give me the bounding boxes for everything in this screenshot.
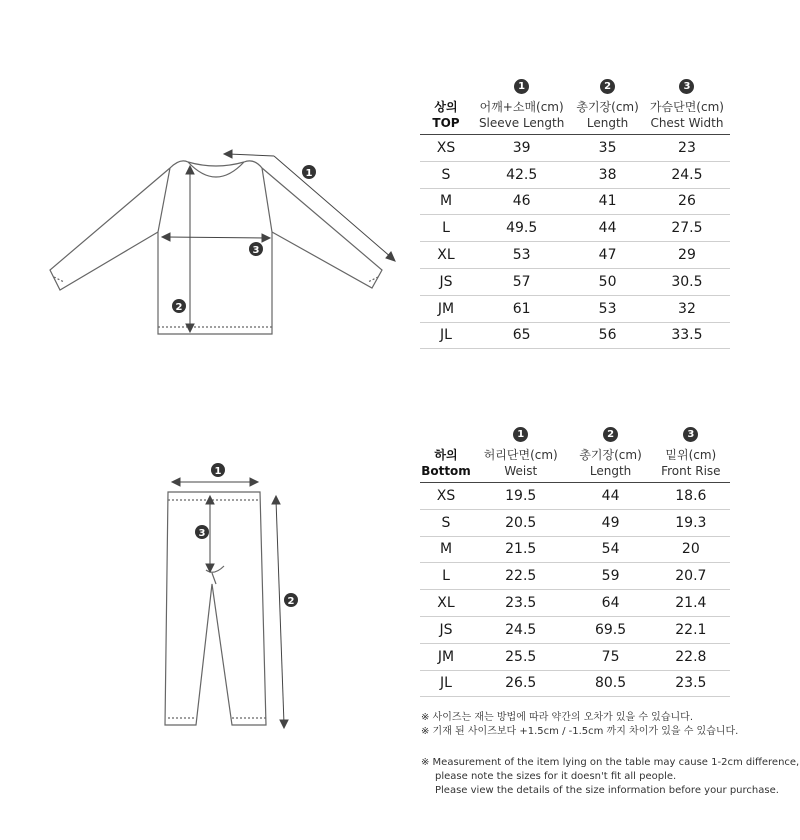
top-shirt-illustration xyxy=(40,140,410,350)
column-header: 가슴단면(cm) Chest Width xyxy=(649,100,724,130)
table-row: M 21.5 54 20 xyxy=(420,536,730,563)
notes-korean xyxy=(421,711,738,739)
table-row: JL 65 56 33.5 xyxy=(420,322,730,349)
marker-2-icon xyxy=(172,299,186,313)
column-number-icon: 1 xyxy=(513,427,528,442)
marker-2-icon xyxy=(284,593,298,607)
top-size-table xyxy=(420,74,730,349)
marker-1-icon xyxy=(302,165,316,179)
table-row: L 49.5 44 27.5 xyxy=(420,215,730,242)
note-line: ※ 기재 된 사이즈보다 +1.5cm / -1.5cm 까지 차이가 있을 수 있습니다. xyxy=(421,726,739,737)
table-header xyxy=(420,444,730,483)
column-number-icon: 3 xyxy=(679,79,694,94)
table-row: JS 24.5 69.5 22.1 xyxy=(420,616,730,643)
svg-text:3: 3 xyxy=(252,245,260,256)
table-row: L 22.5 59 20.7 xyxy=(420,563,730,590)
svg-text:3: 3 xyxy=(198,528,206,539)
marker-3-icon xyxy=(249,242,263,256)
table-row: JM 61 53 32 xyxy=(420,295,730,322)
table-header xyxy=(420,96,730,135)
note-line: ※ Measurement of the item lying on the table may cause 1-2cm difference, xyxy=(421,757,800,768)
column-number-icon: 2 xyxy=(603,427,618,442)
table-row: XL 53 47 29 xyxy=(420,242,730,269)
note-line: please note the sizes for it doesn't fit all people. xyxy=(435,771,677,782)
table-row: JM 25.5 75 22.8 xyxy=(420,643,730,670)
table-row: XL 23.5 64 21.4 xyxy=(420,590,730,617)
notes-english xyxy=(421,756,799,798)
column-header: 밑위(cm) Front Rise xyxy=(661,448,721,478)
svg-text:1: 1 xyxy=(305,168,313,179)
marker-3-icon xyxy=(195,525,209,539)
bottom-pants-illustration xyxy=(150,460,310,735)
table-row: JS 57 50 30.5 xyxy=(420,268,730,295)
table-row: M 46 41 26 xyxy=(420,188,730,215)
table-row: S 20.5 49 19.3 xyxy=(420,509,730,536)
svg-text:2: 2 xyxy=(175,302,183,313)
column-number-icon: 1 xyxy=(514,79,529,94)
svg-text:1: 1 xyxy=(214,466,222,477)
table-row: JL 26.5 80.5 23.5 xyxy=(420,670,730,697)
svg-text:2: 2 xyxy=(287,596,295,607)
table-row: S 42.5 38 24.5 xyxy=(420,161,730,188)
column-header: 총기장(cm) Length xyxy=(576,100,639,130)
column-number-icon: 3 xyxy=(683,427,698,442)
table-row: XS 19.5 44 18.6 xyxy=(420,483,730,510)
note-line: ※ 사이즈는 재는 방법에 따라 약간의 오차가 있을 수 있습니다. xyxy=(421,712,694,723)
bottom-size-table xyxy=(420,422,730,697)
table-row: XS 39 35 23 xyxy=(420,135,730,162)
category-label: 상의 TOP xyxy=(432,100,460,130)
column-header: 허리단면(cm) Weist xyxy=(483,448,558,478)
note-line: Please view the details of the size information before your purchase. xyxy=(435,785,779,796)
category-label: 하의 Bottom xyxy=(421,448,471,478)
column-header: 총기장(cm) Length xyxy=(579,448,642,478)
column-number-icon: 2 xyxy=(600,79,615,94)
marker-1-icon xyxy=(211,463,225,477)
column-header: 어깨+소매(cm) Sleeve Length xyxy=(478,100,565,130)
